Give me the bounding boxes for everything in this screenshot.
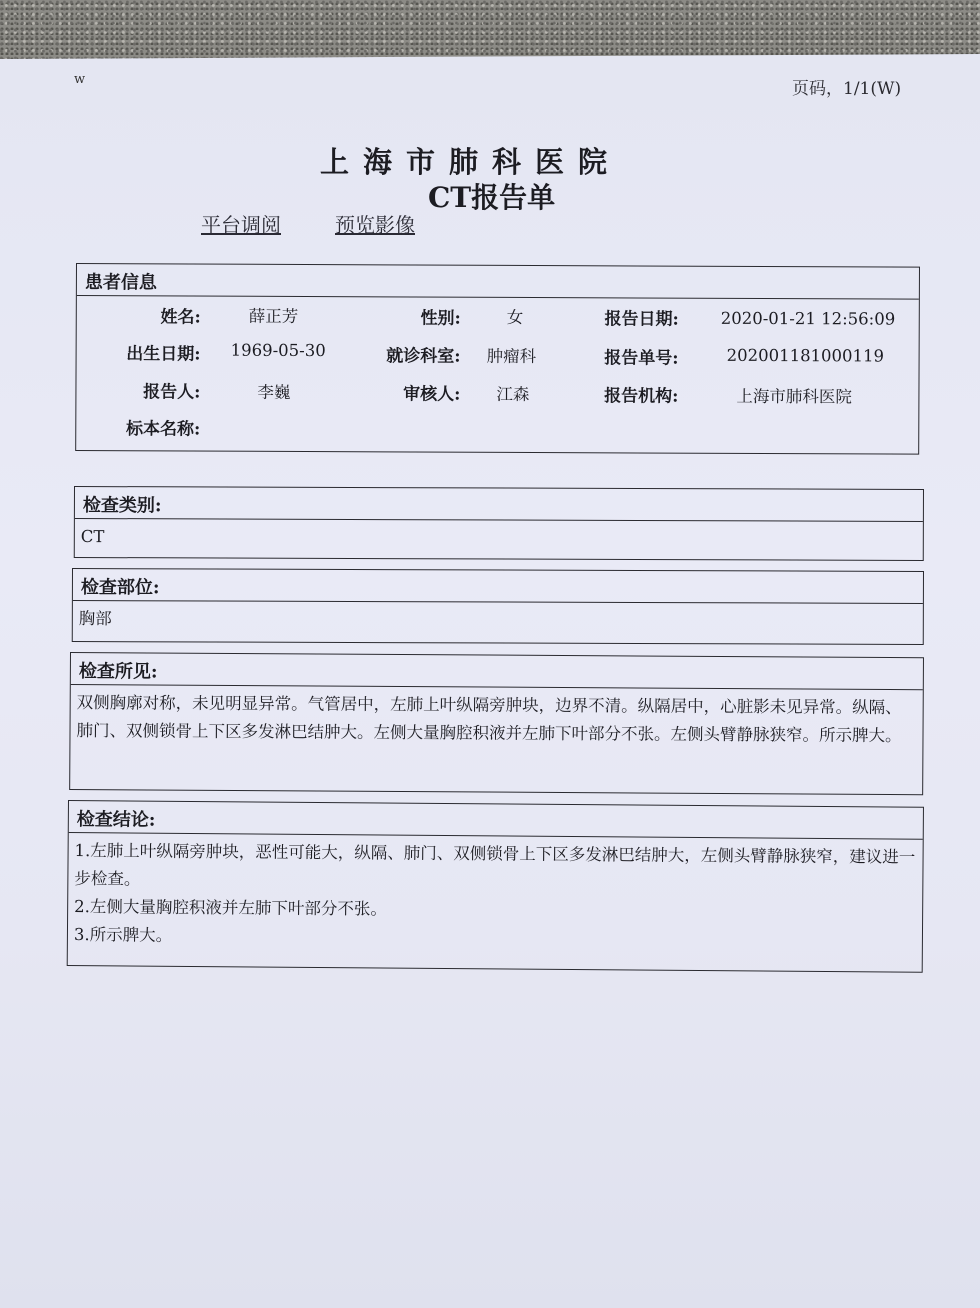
conclusion-title: 检查结论:	[69, 801, 923, 840]
exam-category-content: CT	[80, 527, 105, 547]
exam-site-content: 胸部	[78, 609, 112, 629]
report-number-value: 202001181000119	[726, 345, 885, 366]
reviewer-label: 审核人:	[403, 384, 461, 405]
patient-info-section	[75, 263, 920, 455]
department-label: 就诊科室:	[386, 346, 461, 367]
report-org-value: 上海市肺科医院	[736, 386, 852, 407]
conclusion-item: 2.左侧大量胸腔积液并左肺下叶部分不张。	[74, 897, 387, 919]
reporter-label: 报告人:	[143, 382, 201, 403]
report-title: CT报告单	[428, 181, 556, 214]
gender-value: 女	[506, 307, 524, 327]
findings-content: 双侧胸廓对称，未见明显异常。气管居中，左肺上叶纵隔旁肿块，边界不清。纵隔居中，心脏影未见异常。纵隔、肺门、双侧锁骨上下区多发淋巴结肿大。左侧大量胸腔积液并左肺下叶部分不张。左侧头臂静脉狭窄。所示脾大。	[76, 693, 902, 746]
department-value: 肿瘤科	[486, 346, 537, 367]
birth-date-label: 出生日期:	[126, 344, 201, 365]
page-number: 页码，1/1(W)	[792, 79, 902, 99]
exam-category-title: 检查类别:	[75, 487, 923, 522]
exam-site-section	[72, 568, 924, 645]
conclusion-section	[67, 800, 924, 973]
report-date-label: 报告日期:	[604, 309, 679, 330]
specimen-label: 标本名称:	[125, 419, 201, 440]
reviewer-value: 江森	[496, 384, 530, 404]
findings-section	[69, 652, 924, 795]
preview-image-link[interactable]: 预览影像	[335, 213, 415, 237]
corner-mark: w	[74, 72, 86, 87]
hospital-name: 上海市肺科医院	[320, 145, 622, 179]
platform-view-link[interactable]: 平台调阅	[201, 213, 281, 237]
exam-site-title: 检查部位:	[73, 569, 923, 604]
report-date-value: 2020-01-21 12:56:09	[720, 308, 896, 329]
reporter-value: 李巍	[257, 382, 291, 402]
report-org-label: 报告机构:	[604, 386, 679, 407]
conclusion-content	[68, 833, 923, 960]
conclusion-item: 3.所示脾大。	[73, 925, 173, 945]
birth-date-value: 1969-05-30	[230, 340, 326, 361]
report-number-label: 报告单号:	[604, 348, 679, 369]
exam-category-section	[74, 486, 924, 561]
conclusion-item: 1.左肺上叶纵隔旁肿块，恶性可能大，纵隔、肺门、双侧锁骨上下区多发淋巴结肿大，左侧头臂静脉狭窄，建议进一步检查。	[74, 841, 916, 889]
gender-label: 性别:	[420, 308, 461, 329]
name-value: 薛正芳	[248, 306, 299, 326]
findings-title: 检查所见:	[71, 653, 923, 690]
patient-info-title: 患者信息	[77, 264, 919, 300]
name-label: 姓名:	[160, 307, 201, 328]
